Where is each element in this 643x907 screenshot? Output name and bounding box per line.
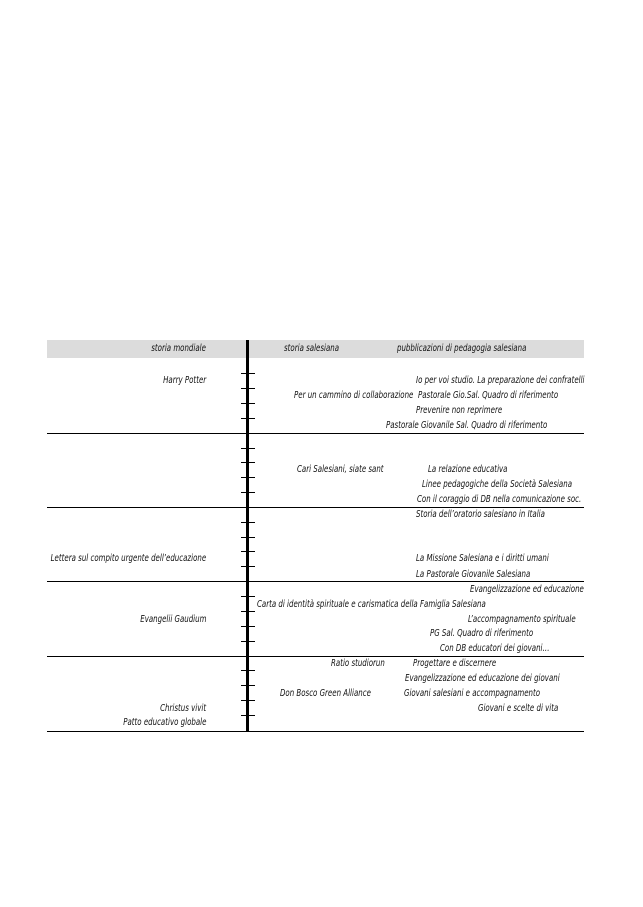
publication: Giovani e scelte di vita [478, 703, 559, 714]
year-tick [241, 522, 255, 523]
publication: Progettare e discernere [413, 658, 497, 669]
year-tick [241, 537, 255, 538]
year-tick [241, 626, 255, 627]
world-event: Harry Potter [162, 375, 206, 386]
year-tick [241, 492, 255, 493]
salesian-event: Ratio studiorun [331, 658, 385, 669]
year-tick [241, 418, 255, 419]
year-tick [241, 685, 255, 686]
publication: La relazione educativa [428, 464, 508, 475]
world-event: Patto educativo globale [122, 717, 206, 728]
salesian-event: Cari Salesiani, siate sant [297, 464, 384, 475]
year-tick [241, 566, 255, 567]
row-separator [47, 433, 584, 434]
year-tick [241, 700, 255, 701]
row-separator [47, 581, 584, 582]
world-event: Evangelii Gaudium [139, 614, 206, 625]
salesian-event: Don Bosco Green Alliance [280, 688, 371, 699]
year-tick [241, 670, 255, 671]
publication: L’accompagnamento spirituale [468, 614, 576, 625]
header-publications: pubblicazioni di pedagogia salesiana [397, 343, 527, 354]
publication: Evangelizzazione ed educazione dei giovani [405, 673, 560, 684]
year-tick [241, 403, 255, 404]
salesian-event: Carta di identità spirituale e carismatica della Famiglia Salesiana [257, 599, 486, 610]
publication: PG Sal. Quadro di riferimento [430, 628, 534, 639]
publication: La Pastorale Giovanile Salesiana [416, 569, 531, 580]
publication: Con il coraggio di DB nella comunicazione soc. [417, 494, 582, 505]
timeline-axis [246, 340, 249, 732]
header-salesian: storia salesiana [284, 343, 340, 354]
publication: Evangelizzazione ed educazione [470, 584, 584, 595]
year-tick [241, 388, 255, 389]
year-tick [241, 448, 255, 449]
row-separator [47, 731, 584, 732]
publication: Linee pedagogiche della Società Salesiana [422, 479, 573, 490]
publication: Giovani salesiani e accompagnamento [404, 688, 541, 699]
year-tick [241, 611, 255, 612]
year-tick [241, 477, 255, 478]
publication: Pastorale Giovanile Sal. Quadro di riferimento [386, 420, 548, 431]
row-separator [47, 507, 584, 508]
publication: Prevenire non reprimere [416, 405, 503, 416]
publication: Io per voi studio. La preparazione dei confratelli [416, 375, 585, 386]
year-tick [241, 551, 255, 552]
year-tick [241, 715, 255, 716]
year-tick [241, 373, 255, 374]
publication: Storia dell’oratorio salesiano in Italia [416, 509, 545, 520]
world-event: Lettera sul compito urgente dell’educazione [50, 553, 206, 564]
year-tick [241, 596, 255, 597]
row-separator [47, 656, 584, 657]
year-tick [241, 641, 255, 642]
publication: Con DB educatori dei giovani… [440, 643, 550, 654]
header-world: storia mondiale [151, 343, 206, 354]
salesian-event: Per un cammino di collaborazione [294, 390, 414, 401]
publication: Pastorale Gio.Sal. Quadro di riferimento [418, 390, 559, 401]
publication: La Missione Salesiana e i diritti umani [416, 553, 549, 564]
world-event: Christus vivit [160, 703, 206, 714]
year-tick [241, 462, 255, 463]
